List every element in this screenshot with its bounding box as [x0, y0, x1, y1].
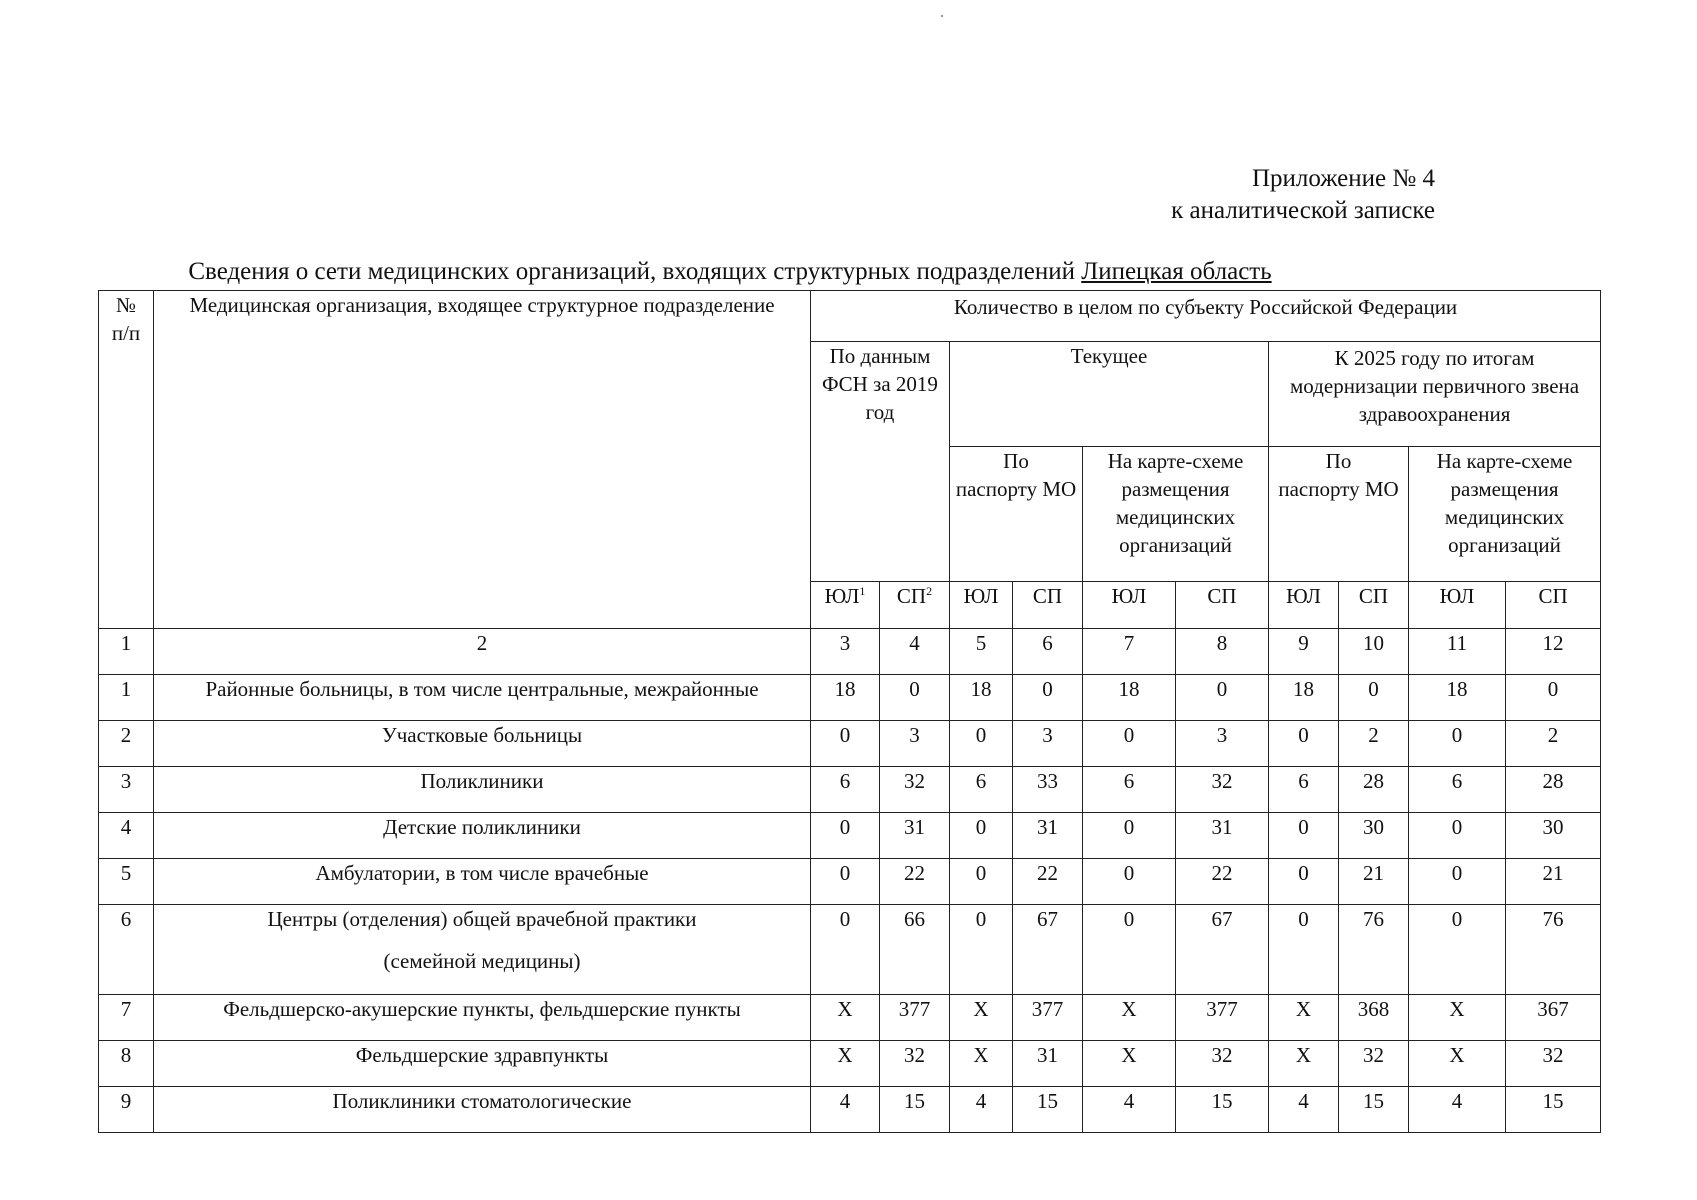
- column-number: 3: [811, 629, 880, 675]
- table-header: [99, 291, 1601, 629]
- table-row: [99, 767, 1601, 813]
- value-cell: 32: [880, 1041, 950, 1087]
- value-cell: 22: [1176, 859, 1269, 905]
- value-cell: X: [1409, 995, 1506, 1041]
- appendix-line-2: к аналитической записке: [1171, 197, 1435, 224]
- table-row: [99, 995, 1601, 1041]
- organization-name: Районные больницы, в том числе центральные, межрайонные: [154, 675, 811, 721]
- value-cell: 0: [950, 813, 1013, 859]
- header-yul: [811, 582, 880, 629]
- value-cell: 0: [1409, 905, 1506, 995]
- value-cell: 0: [1083, 859, 1176, 905]
- value-cell: 377: [880, 995, 950, 1041]
- value-cell: 0: [950, 721, 1013, 767]
- organization-name-line: (семейной медицины): [383, 949, 581, 973]
- row-number: 7: [99, 995, 154, 1041]
- value-cell: 32: [880, 767, 950, 813]
- column-number: 10: [1339, 629, 1409, 675]
- table-row: [99, 1087, 1601, 1133]
- organization-name: Поликлиники: [154, 767, 811, 813]
- value-cell: 0: [1083, 905, 1176, 995]
- header-sp: СП: [1339, 582, 1409, 629]
- header-fsn: По данным ФСН за 2019 год: [811, 342, 950, 582]
- value-cell: 0: [1269, 721, 1339, 767]
- value-cell: 3: [1176, 721, 1269, 767]
- value-cell: X: [950, 1041, 1013, 1087]
- value-cell: 0: [811, 721, 880, 767]
- header-current: Текущее: [950, 342, 1269, 447]
- value-cell: 3: [1013, 721, 1083, 767]
- value-cell: 0: [1269, 813, 1339, 859]
- value-cell: 15: [1013, 1087, 1083, 1133]
- column-number: 11: [1409, 629, 1506, 675]
- value-cell: X: [811, 995, 880, 1041]
- header-yul: ЮЛ: [1269, 582, 1339, 629]
- value-cell: 0: [1269, 905, 1339, 995]
- value-cell: 67: [1176, 905, 1269, 995]
- header-num: № п/п: [99, 291, 154, 629]
- table-row: [99, 721, 1601, 767]
- value-cell: 0: [1409, 859, 1506, 905]
- value-cell: 377: [1013, 995, 1083, 1041]
- value-cell: 0: [950, 905, 1013, 995]
- appendix-line-1: Приложение № 4: [1251, 165, 1435, 192]
- value-cell: 15: [880, 1087, 950, 1133]
- value-cell: 6: [1083, 767, 1176, 813]
- header-sp: СП: [1013, 582, 1083, 629]
- table-row: [99, 675, 1601, 721]
- header-yul: ЮЛ: [950, 582, 1013, 629]
- row-number: 5: [99, 859, 154, 905]
- value-cell: 6: [1409, 767, 1506, 813]
- value-cell: 21: [1506, 859, 1601, 905]
- value-cell: 0: [811, 859, 880, 905]
- table-row: [99, 905, 1601, 995]
- row-number: 9: [99, 1087, 154, 1133]
- header-sp: СП: [1506, 582, 1601, 629]
- value-cell: 4: [1269, 1087, 1339, 1133]
- column-number: 8: [1176, 629, 1269, 675]
- header-yul: ЮЛ: [1409, 582, 1506, 629]
- value-cell: 6: [950, 767, 1013, 813]
- header-total: Количество в целом по субъекту Российской Федерации: [811, 291, 1601, 342]
- header-sp: [880, 582, 950, 629]
- table-row: [99, 1041, 1601, 1087]
- row-number: 3: [99, 767, 154, 813]
- value-cell: 18: [1269, 675, 1339, 721]
- row-number: 8: [99, 1041, 154, 1087]
- value-cell: 4: [950, 1087, 1013, 1133]
- value-cell: 15: [1339, 1087, 1409, 1133]
- value-cell: 2: [1339, 721, 1409, 767]
- column-number: 5: [950, 629, 1013, 675]
- header-future: К 2025 году по итогам модернизации первичного звена здравоохранения: [1269, 342, 1601, 447]
- value-cell: 0: [1269, 859, 1339, 905]
- value-cell: 0: [811, 905, 880, 995]
- value-cell: 367: [1506, 995, 1601, 1041]
- row-number: 1: [99, 675, 154, 721]
- value-cell: 21: [1339, 859, 1409, 905]
- value-cell: 76: [1506, 905, 1601, 995]
- value-cell: 32: [1339, 1041, 1409, 1087]
- organization-name: [154, 905, 811, 995]
- value-cell: 66: [880, 905, 950, 995]
- value-cell: 28: [1339, 767, 1409, 813]
- value-cell: 6: [811, 767, 880, 813]
- organization-name: Поликлиники стоматологические: [154, 1087, 811, 1133]
- value-cell: 2: [1506, 721, 1601, 767]
- column-number: 12: [1506, 629, 1601, 675]
- header-sp-label: СП: [896, 584, 927, 608]
- value-cell: X: [1083, 1041, 1176, 1087]
- row-number: 2: [99, 721, 154, 767]
- value-cell: 15: [1506, 1087, 1601, 1133]
- organization-name: Фельдшерские здравпункты: [154, 1041, 811, 1087]
- table-body: [99, 629, 1601, 1133]
- column-number: 2: [154, 629, 811, 675]
- value-cell: 0: [1339, 675, 1409, 721]
- organization-name: Фельдшерско-акушерские пункты, фельдшерские пункты: [154, 995, 811, 1041]
- value-cell: 32: [1506, 1041, 1601, 1087]
- value-cell: 22: [1013, 859, 1083, 905]
- value-cell: 377: [1176, 995, 1269, 1041]
- value-cell: 0: [1083, 721, 1176, 767]
- value-cell: 76: [1339, 905, 1409, 995]
- value-cell: X: [950, 995, 1013, 1041]
- appendix-note: [1171, 163, 1435, 227]
- value-cell: 368: [1339, 995, 1409, 1041]
- value-cell: 0: [1506, 675, 1601, 721]
- value-cell: 32: [1176, 1041, 1269, 1087]
- medical-network-table: [98, 290, 1601, 1133]
- value-cell: 28: [1506, 767, 1601, 813]
- value-cell: 4: [811, 1087, 880, 1133]
- value-cell: 30: [1339, 813, 1409, 859]
- header-yul: ЮЛ: [1083, 582, 1176, 629]
- header-yul-footnote: 1: [859, 584, 866, 598]
- scan-speck: [941, 15, 943, 17]
- column-number: 1: [99, 629, 154, 675]
- value-cell: 31: [880, 813, 950, 859]
- value-cell: X: [1269, 995, 1339, 1041]
- value-cell: X: [811, 1041, 880, 1087]
- header-future-map: На карте-схеме размещения медицинских организаций: [1409, 447, 1601, 582]
- value-cell: 0: [1176, 675, 1269, 721]
- value-cell: 6: [1269, 767, 1339, 813]
- value-cell: 18: [950, 675, 1013, 721]
- organization-name: Участковые больницы: [154, 721, 811, 767]
- organization-name-line: Центры (отделения) общей врачебной практики: [267, 907, 697, 931]
- title-region: Липецкая область: [1081, 258, 1272, 285]
- organization-name: Амбулатории, в том числе врачебные: [154, 859, 811, 905]
- value-cell: X: [1083, 995, 1176, 1041]
- value-cell: 32: [1176, 767, 1269, 813]
- value-cell: 30: [1506, 813, 1601, 859]
- value-cell: 33: [1013, 767, 1083, 813]
- value-cell: 22: [880, 859, 950, 905]
- value-cell: 18: [1409, 675, 1506, 721]
- value-cell: 3: [880, 721, 950, 767]
- organization-name: Детские поликлиники: [154, 813, 811, 859]
- value-cell: 0: [1013, 675, 1083, 721]
- header-sp: СП: [1176, 582, 1269, 629]
- value-cell: 0: [1409, 813, 1506, 859]
- header-sp-footnote: 2: [926, 584, 933, 598]
- header-future-passport: По паспорту МО: [1269, 447, 1409, 582]
- table-row: [99, 859, 1601, 905]
- column-number: 6: [1013, 629, 1083, 675]
- title-prefix: Сведения о сети медицинских организаций, входящих структурных подразделений: [188, 258, 1075, 285]
- value-cell: 67: [1013, 905, 1083, 995]
- document-title: [0, 258, 1460, 286]
- value-cell: 18: [811, 675, 880, 721]
- value-cell: 15: [1176, 1087, 1269, 1133]
- header-current-map: На карте-схеме размещения медицинских организаций: [1083, 447, 1269, 582]
- value-cell: 0: [880, 675, 950, 721]
- value-cell: 0: [1409, 721, 1506, 767]
- value-cell: 0: [811, 813, 880, 859]
- value-cell: 0: [950, 859, 1013, 905]
- header-yul-label: ЮЛ: [824, 584, 860, 608]
- value-cell: 31: [1176, 813, 1269, 859]
- row-number: 6: [99, 905, 154, 995]
- value-cell: X: [1409, 1041, 1506, 1087]
- value-cell: 18: [1083, 675, 1176, 721]
- column-number: 9: [1269, 629, 1339, 675]
- column-numbers-row: [99, 629, 1601, 675]
- row-number: 4: [99, 813, 154, 859]
- column-number: 4: [880, 629, 950, 675]
- value-cell: 0: [1083, 813, 1176, 859]
- value-cell: X: [1269, 1041, 1339, 1087]
- value-cell: 4: [1083, 1087, 1176, 1133]
- table-row: [99, 813, 1601, 859]
- value-cell: 31: [1013, 813, 1083, 859]
- column-number: 7: [1083, 629, 1176, 675]
- header-name: Медицинская организация, входящее структурное подразделение: [154, 291, 811, 629]
- value-cell: 31: [1013, 1041, 1083, 1087]
- value-cell: 4: [1409, 1087, 1506, 1133]
- header-current-passport: По паспорту МО: [950, 447, 1083, 582]
